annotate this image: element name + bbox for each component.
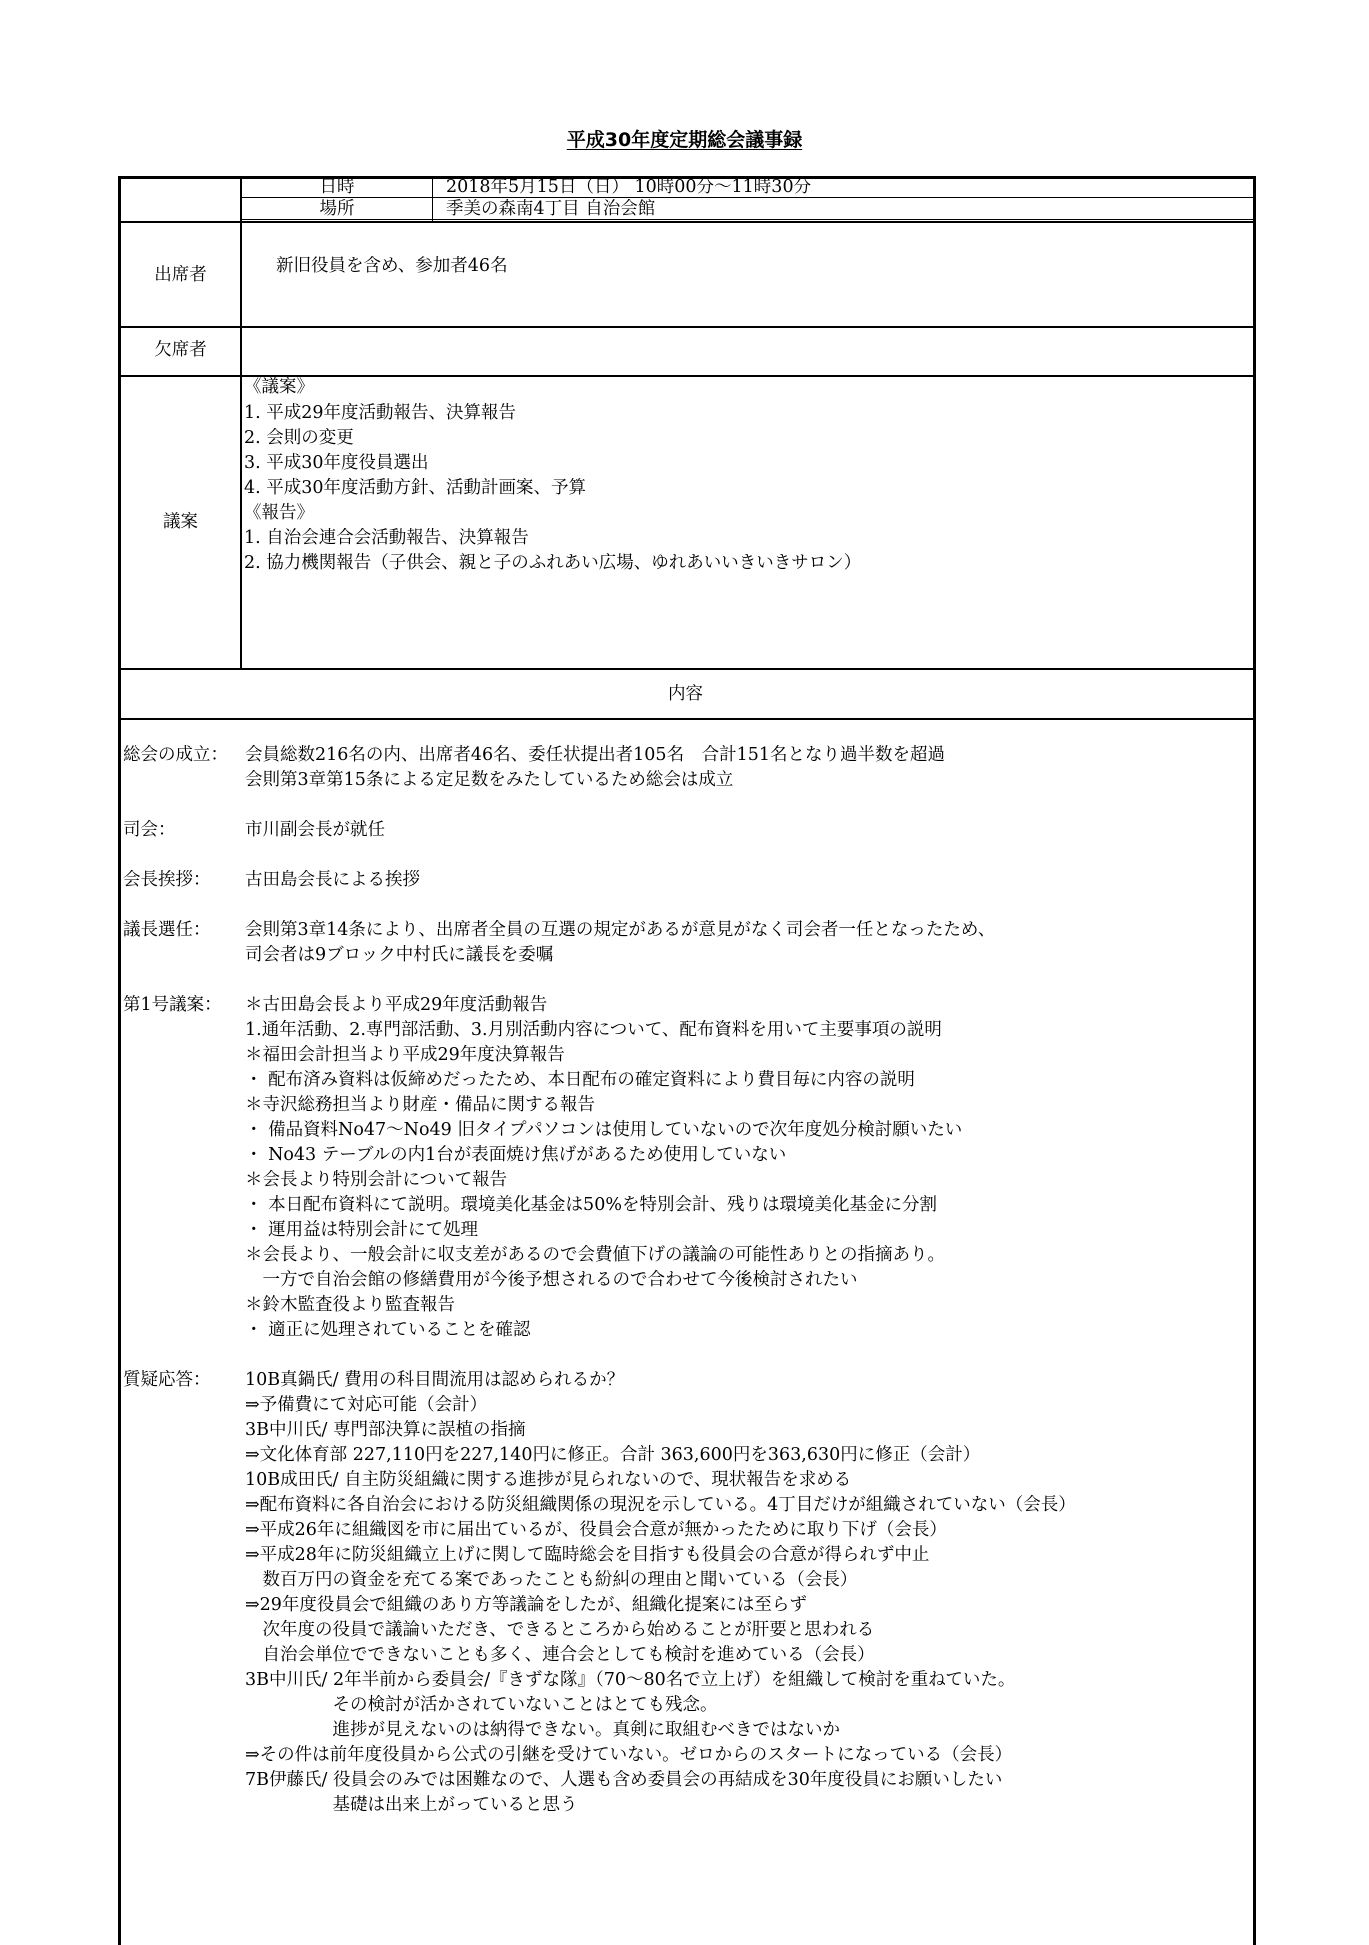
section-label: 質疑応答：	[123, 1370, 211, 1390]
section-line: 数百万円の資金を充てる案であったことも紛糾の理由と聞いている（会長）	[245, 1570, 858, 1590]
section-line: 進捗が見えないのは納得できない。真剣に取組むべきではないか	[245, 1720, 840, 1740]
section-line: 10B真鍋氏/ 費用の科目間流用は認められるか？	[245, 1370, 625, 1390]
date-label: 日時	[319, 177, 355, 197]
agenda-label: 議案	[163, 512, 198, 532]
section-line: 次年度の役員で議論いただき、できるところから始めることが肝要と思われる	[245, 1620, 875, 1640]
section-line: ⇒配布資料に各自治会における防災組織関係の現況を示している。4丁目だけが組織されていない（会長）	[245, 1495, 1076, 1515]
section-label: 会長挨拶：	[123, 870, 211, 890]
section-line: ・ 運用益は特別会計にて処理	[245, 1220, 479, 1240]
section-line: 一方で自治会館の修繕費用が今後予想されるので合わせて今後検討されたい	[245, 1270, 858, 1290]
agenda-line: 1. 自治会連合会活動報告、決算報告	[244, 528, 529, 548]
section-line: 会則第3章第15条による定足数をみたしているため総会は成立	[245, 770, 734, 790]
section-line: ⇒平成26年に組織図を市に届出ているが、役員会合意が無かったために取り下げ（会長）	[245, 1520, 947, 1540]
agenda-line: 1. 平成29年度活動報告、決算報告	[244, 403, 517, 423]
section-line: ＊福田会計担当より平成29年度決算報告	[245, 1045, 565, 1065]
section-line: ⇒平成28年に防災組織立上げに関して臨時総会を目指すも役員会の合意が得られず中止	[245, 1545, 930, 1565]
section-line: ・ 適正に処理されていることを確認	[245, 1320, 531, 1340]
place-value: 季美の森南4丁目 自治会館	[446, 199, 656, 219]
agenda-line: 2. 協力機関報告（子供会、親と子のふれあい広場、ゆれあいいきいきサロン）	[244, 553, 862, 573]
section-line: ＊会長より、一般会計に収支差があるので会費値下げの議論の可能性ありとの指摘あり。	[245, 1245, 945, 1265]
section-line: 古田島会長による挨拶	[245, 870, 420, 890]
content-header: 内容	[668, 684, 703, 704]
section-line: その検討が活かされていないことはとても残念。	[245, 1695, 718, 1715]
section-line: ＊鈴木監査役より監査報告	[245, 1295, 455, 1315]
agenda-line: 4. 平成30年度活動方針、活動計画案、予算	[244, 478, 587, 498]
section-line: ⇒文化体育部 227,110円を227,140円に修正。合計 363,600円を363,630円に修正（会計）	[245, 1445, 981, 1465]
date-value: 2018年5月15日（日） 10時00分～11時30分	[446, 177, 812, 197]
section-line: ＊会長より特別会計について報告	[245, 1170, 508, 1190]
section-line: ⇒29年度役員会で組織のあり方等議論をしたが、組織化提案には至らず	[245, 1595, 807, 1615]
section-line: ⇒予備費にて対応可能（会計）	[245, 1395, 488, 1415]
absentees-label: 欠席者	[154, 340, 207, 360]
section-line: ・ 配布済み資料は仮締めだったため、本日配布の確定資料により費目毎に内容の説明	[245, 1070, 915, 1090]
agenda-line: 《報告》	[244, 503, 314, 523]
section-line: 3B中川氏/ 2年半前から委員会/『きずな隊』（70～80名で立上げ）を組織して検討を重ねていた。	[245, 1670, 1016, 1690]
agenda-line: 3. 平成30年度役員選出	[244, 453, 429, 473]
section-line: 市川副会長が就任	[245, 820, 385, 840]
section-line: 司会者は9ブロック中村氏に議長を委嘱	[245, 945, 554, 965]
section-line: 基礎は出来上がっていると思う	[245, 1795, 578, 1815]
document-title: 平成30年度定期総会議事録	[566, 129, 803, 151]
attendees-label: 出席者	[154, 265, 207, 285]
section-line: ・ 本日配布資料にて説明。環境美化基金は50%を特別会計、残りは環境美化基金に分割	[245, 1195, 937, 1215]
agenda-line: 《議案》	[244, 377, 314, 397]
section-line: ・ 備品資料No47～No49 旧タイプパソコンは使用していないので次年度処分検討願いたい	[245, 1120, 963, 1140]
section-line: 会員総数216名の内、出席者46名、委任状提出者105名 合計151名となり過半数を超過	[245, 745, 945, 765]
section-label: 第1号議案：	[123, 995, 222, 1015]
section-line: 7B伊藤氏/ 役員会のみでは困難なので、人選も含め委員会の再結成を30年度役員にお願いしたい	[245, 1770, 1003, 1790]
section-label: 議長選任：	[123, 920, 211, 940]
section-line: 会則第3章14条により、出席者全員の互選の規定があるが意見がなく司会者一任となったため、	[245, 920, 996, 940]
section-line: ＊寺沢総務担当より財産・備品に関する報告	[245, 1095, 595, 1115]
section-line: 自治会単位でできないことも多く、連合会としても検討を進めている（会長）	[245, 1645, 875, 1665]
section-line: 3B中川氏/ 専門部決算に誤植の指摘	[245, 1420, 526, 1440]
section-label: 司会：	[123, 820, 176, 840]
attendees-value: 新旧役員を含め、参加者46名	[276, 256, 508, 276]
section-line: ＊古田島会長より平成29年度活動報告	[245, 995, 548, 1015]
agenda-line: 2. 会則の変更	[244, 428, 354, 448]
section-label: 総会の成立：	[123, 745, 228, 765]
section-line: 1.通年活動、2.専門部活動、3.月別活動内容について、配布資料を用いて主要事項の説明	[245, 1020, 942, 1040]
section-line: ・ No43 テーブルの内1台が表面焼け焦げがあるため使用していない	[245, 1145, 787, 1165]
section-line: ⇒その件は前年度役員から公式の引継を受けていない。ゼロからのスタートになっている（会長）	[245, 1745, 1013, 1765]
section-line: 10B成田氏/ 自主防災組織に関する進捗が見られないので、現状報告を求める	[245, 1470, 852, 1490]
place-label: 場所	[319, 199, 355, 219]
